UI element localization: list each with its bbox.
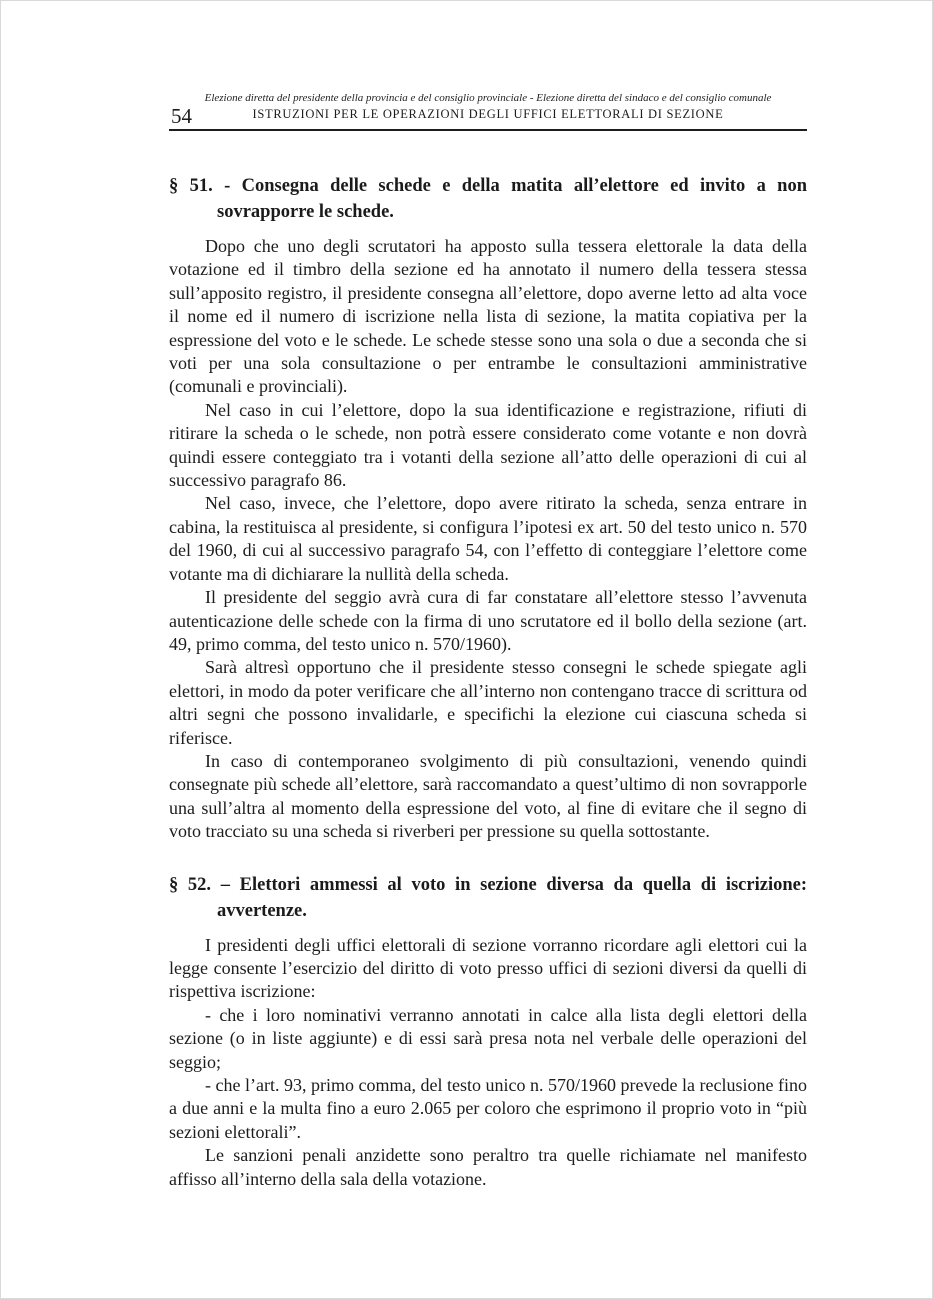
- section-52-heading: [169, 872, 807, 924]
- running-header-title: ISTRUZIONI PER LE OPERAZIONI DEGLI UFFICI ELETTORALI DI SEZIONE: [252, 107, 724, 121]
- section-52-number: § 52.: [169, 874, 212, 895]
- running-header: [169, 1, 807, 131]
- section-51-title: Consegna delle schede e della matita all’elettore ed invito a non sovrapporre le schede.: [217, 176, 808, 222]
- section-52-separator: –: [220, 874, 230, 895]
- section-52-title: Elettori ammessi al voto in sezione diversa da quella di iscrizione: avvertenze.: [217, 874, 807, 921]
- section-51-heading: [169, 173, 807, 225]
- list-item-dash: - che l’art. 93, primo comma, del testo unico n. 570/1960 prevede la reclusione fino a due anni e la multa fino a euro 2.065 per coloro che esprimono il proprio voto in “più sezioni elettorali”.: [169, 1075, 807, 1142]
- section-51-separator: -: [224, 176, 231, 196]
- header-rule: [169, 129, 807, 131]
- paragraph: Dopo che uno degli scrutatori ha apposto sulla tessera elettorale la data della votazione ed il timbro della sezione ed ha annotato il numero della tessera stessa sull’apposito registro, il presidente consegna all’elettore, dopo averne letto ad alta voce il nome ed il numero di iscrizione nella lista di sezione, la matita copiativa per la espressione del voto e le schede. Le schede stesse sono una sola o due a seconda che si voti per una sola consultazione o per entrambe le consultazioni amministrative (comunali e provinciali).: [169, 236, 807, 397]
- paragraph: I presidenti degli uffici elettorali di sezione vorranno ricordare agli elettori cui la legge consente l’esercizio del diritto di voto presso uffici di sezioni diversi da quelli di rispettiva iscrizione:: [169, 934, 807, 1002]
- section-51-number: § 51.: [169, 176, 213, 196]
- paragraph: Nel caso, invece, che l’elettore, dopo avere ritirato la scheda, senza entrare in cabina, la restituisca al presidente, si configura l’ipotesi ex art. 50 del testo unico n. 570 del 1960, di cui al successivo paragrafo 54, con l’effetto di conteggiare l’elettore come votante ma di dichiarare la nullità della scheda.: [169, 493, 807, 584]
- paragraph: Nel caso in cui l’elettore, dopo la sua identificazione e registrazione, rifiuti di ritirare la scheda o le schede, non potrà essere considerato come votante e non dovrà quindi essere conteggiato tra i votanti della sezione all’atto delle operazioni di cui al successivo paragrafo 86.: [169, 399, 807, 491]
- list-item-dash: - che i loro nominativi verranno annotati in calce alla lista degli elettori della sezione (o in liste aggiunte) e di essi sarà presa nota nel verbale delle operazioni del seggio;: [169, 1004, 807, 1072]
- section-52: [169, 872, 807, 1191]
- paragraph: Sarà altresì opportuno che il presidente stesso consegni le schede spiegate agli elettori, in modo da poter verificare che all’interno non contengano tracce di scrittura od altri segni che possono invalidarle, e specifichi la elezione cui ciascuna scheda si riferisce.: [169, 657, 807, 748]
- paragraph: Le sanzioni penali anzidette sono peraltro tra quelle richiamate nel manifesto affisso all’interno della sala della votazione.: [169, 1145, 807, 1189]
- paragraph: In caso di contemporaneo svolgimento di più consultazioni, venendo quindi consegnate più schede all’elettore, sarà raccomandato a quest’ultimo di non sovrapporle una sull’altra al momento della espressione del voto, al fine di evitare che il segno di voto tracciato su una scheda si riverberi per pressione su quella sottostante.: [169, 750, 807, 842]
- running-header-subtitle: Elezione diretta del presidente della provincia e del consiglio provinciale - Elezione diretta del sindaco e del consiglio comunale: [204, 92, 772, 104]
- page-body: [169, 173, 807, 1191]
- paragraph: Il presidente del seggio avrà cura di far constatare all’elettore stesso l’avvenuta autenticazione delle schede con la firma di uno scrutatore ed il bollo della sezione (art. 49, primo comma, del testo unico n. 570/1960).: [169, 587, 807, 654]
- page-number: 54: [171, 104, 192, 128]
- page-content: [169, 1, 807, 1191]
- section-51: [169, 173, 807, 844]
